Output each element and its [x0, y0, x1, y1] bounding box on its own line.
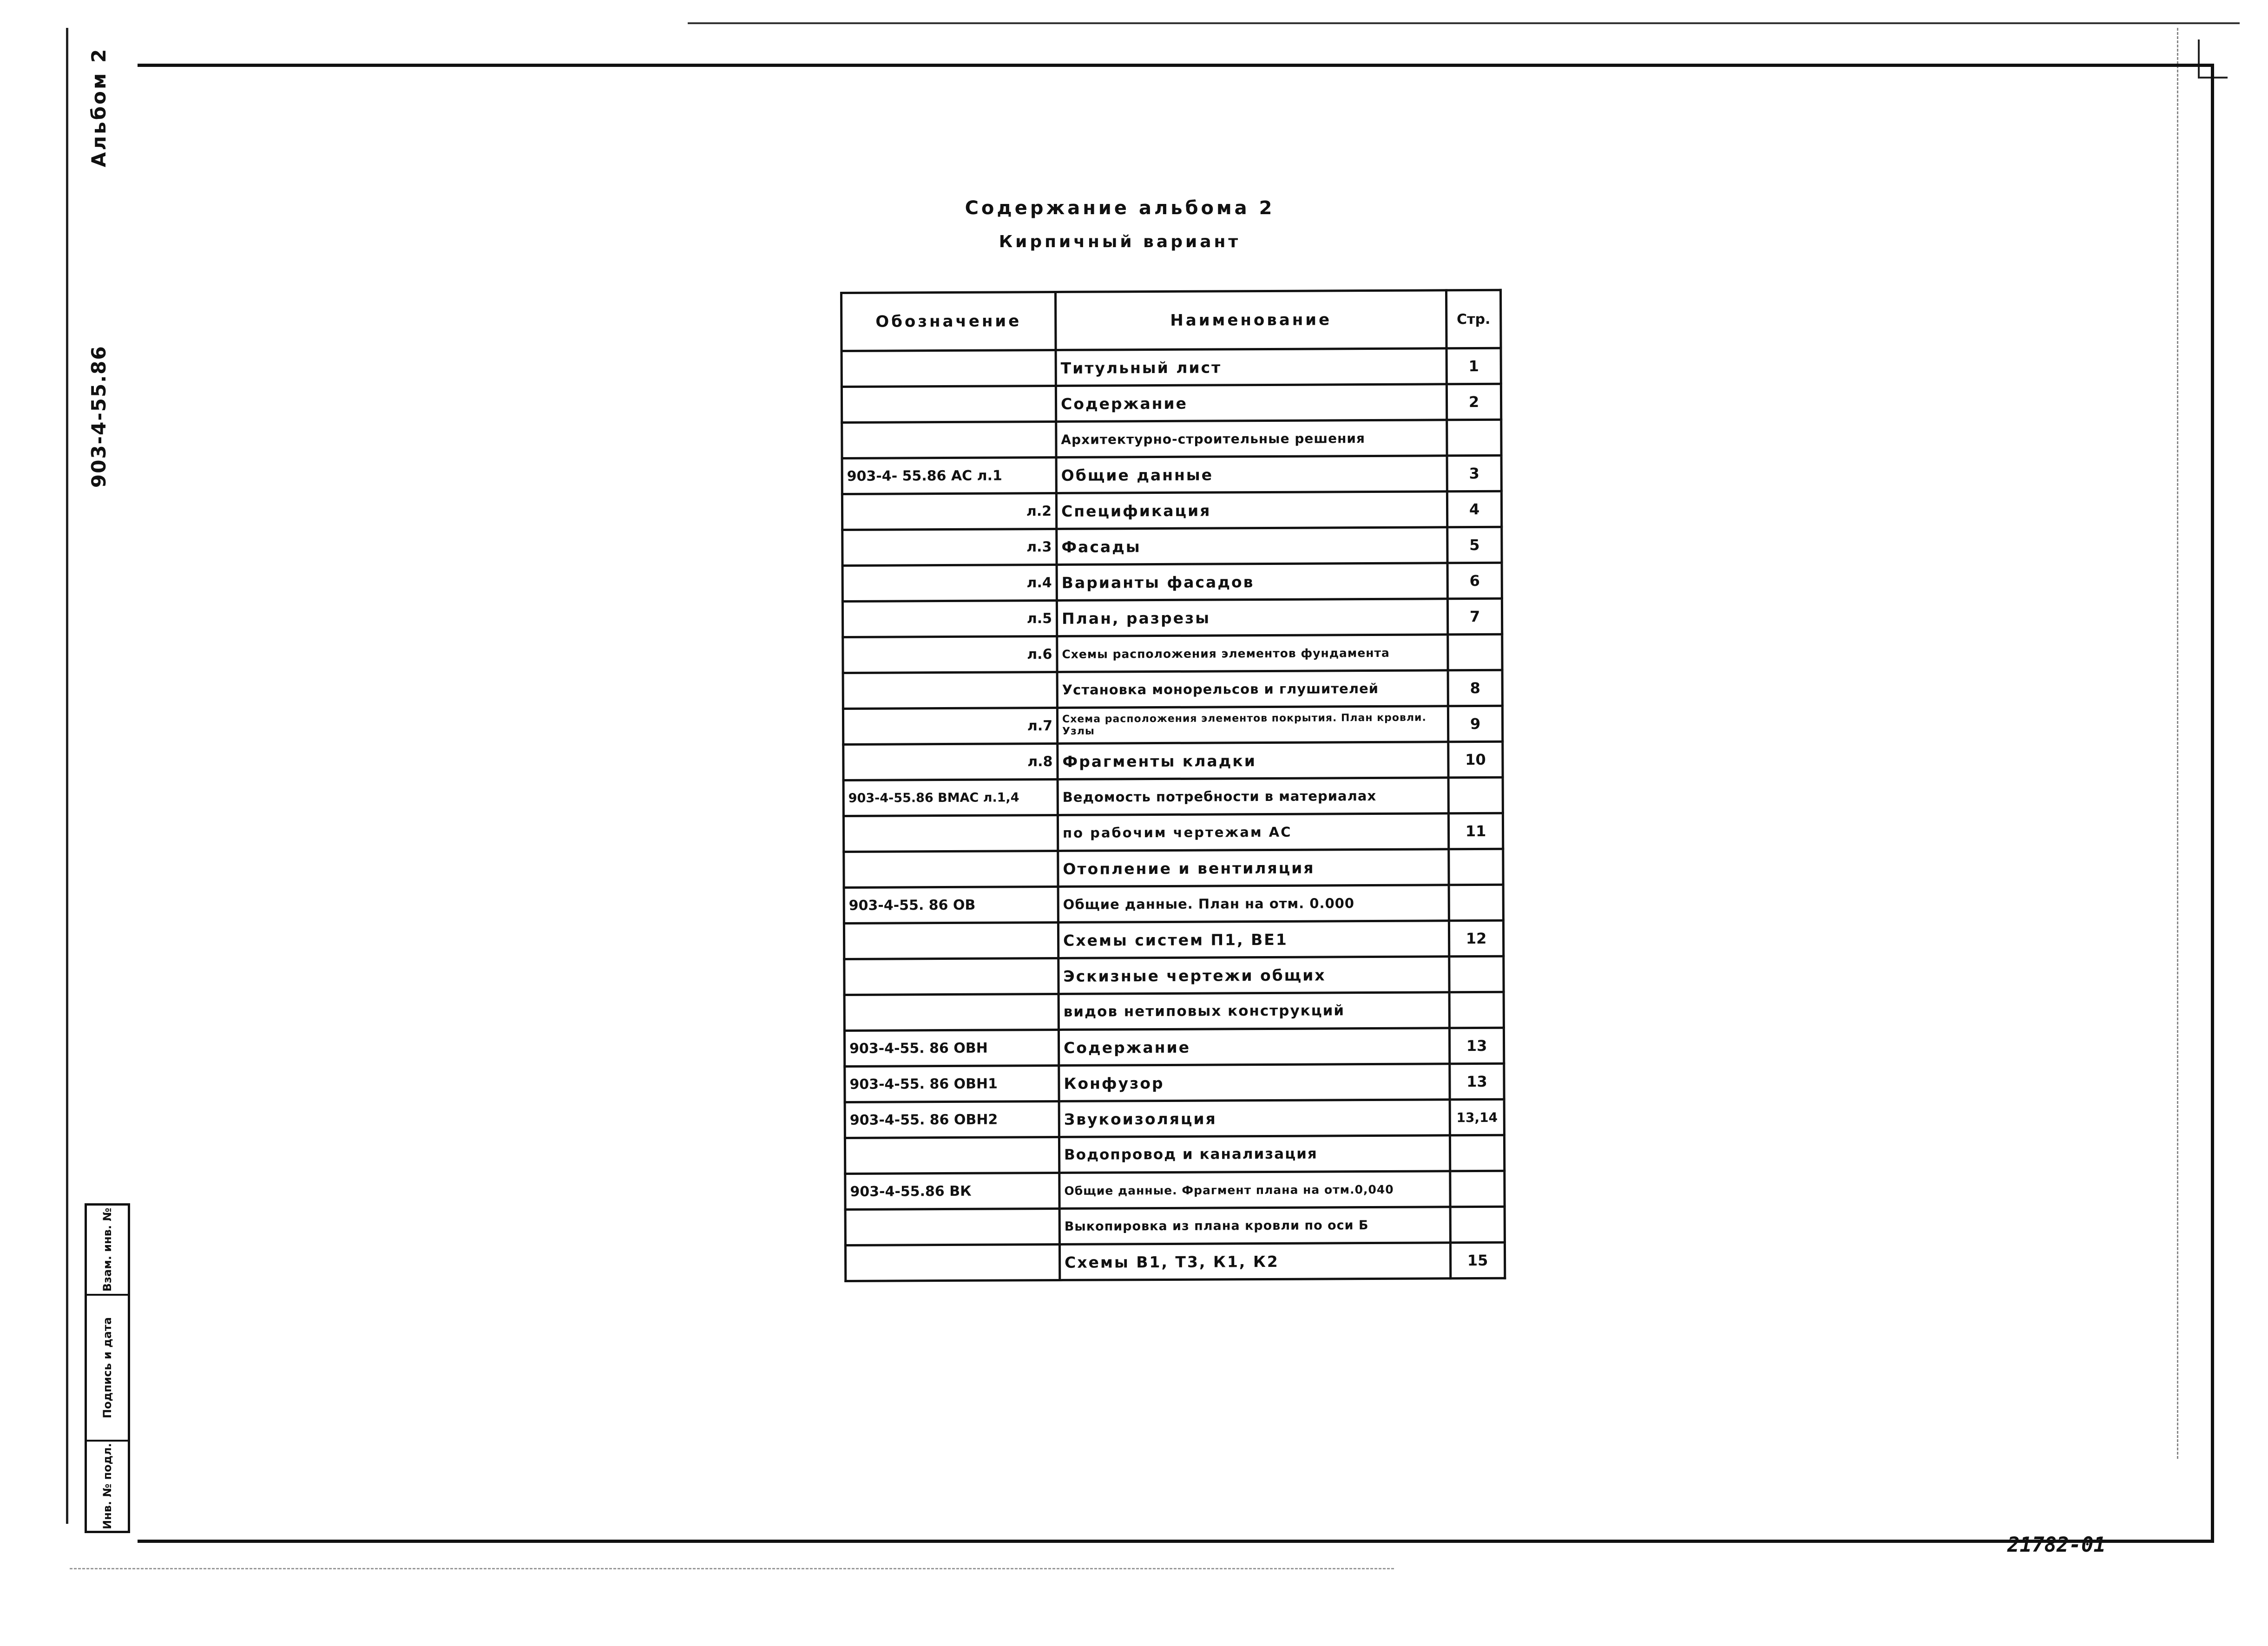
table-row — [843, 706, 1502, 744]
row-code: 903-4- 55.86 АС л.1 — [842, 457, 1056, 494]
row-page: 3 — [1447, 455, 1501, 492]
row-name: Содержание — [1058, 1028, 1449, 1066]
row-code: л.6 — [843, 636, 1057, 673]
table-row — [844, 1028, 1504, 1066]
row-code — [841, 350, 1056, 387]
row-name: Содержание — [1056, 384, 1446, 422]
table-row — [843, 670, 1502, 708]
row-code — [844, 851, 1058, 887]
drawing-number: 21782-01 — [2007, 1533, 2106, 1557]
table-row — [844, 920, 1503, 959]
row-code: 903-4-55. 86 ОВН — [844, 1030, 1058, 1066]
row-code: л.8 — [843, 743, 1058, 780]
row-name: Варианты фасадов — [1057, 563, 1447, 601]
row-name: Титульный лист — [1056, 348, 1446, 386]
row-code: л.2 — [842, 493, 1056, 530]
contents-subtitle: Кирпичный вариант — [999, 232, 1241, 251]
table-row — [841, 384, 1501, 422]
row-name: Общие данные — [1056, 456, 1447, 493]
row-code: 903-4-55. 86 ОВ — [844, 886, 1058, 923]
table-row — [844, 885, 1503, 923]
row-page — [1448, 634, 1502, 670]
row-code: 903-4-55.86 ВМАС л.1,4 — [843, 779, 1058, 816]
row-page: 13 — [1449, 1028, 1504, 1064]
row-code: 903-4-55.86 ВК — [845, 1173, 1059, 1209]
table-row — [845, 1242, 1505, 1281]
row-name: Отопление и вентиляция — [1058, 849, 1449, 887]
row-code: л.3 — [842, 529, 1057, 565]
table-row — [842, 455, 1501, 494]
row-page: 6 — [1447, 563, 1502, 599]
row-page: 1 — [1446, 348, 1501, 384]
row-page: 5 — [1447, 527, 1502, 563]
row-code: 903-4-55. 86 ОВН2 — [845, 1101, 1059, 1138]
row-name: Схемы систем П1, ВЕ1 — [1058, 921, 1449, 958]
row-page: 8 — [1448, 670, 1502, 706]
row-name: Спецификация — [1056, 492, 1447, 529]
row-page — [1450, 1135, 1504, 1171]
row-page: 10 — [1448, 741, 1503, 778]
header-name: Наименование — [1056, 290, 1447, 350]
header-page: Стр. — [1446, 290, 1501, 348]
row-name: Водопровод и канализация — [1059, 1135, 1450, 1173]
row-page: 13 — [1450, 1063, 1504, 1100]
row-page — [1449, 885, 1503, 921]
row-name: Схема расположения элементов покрытия. План кровли. Узлы — [1057, 706, 1448, 744]
row-page: 7 — [1447, 598, 1502, 635]
row-page — [1448, 777, 1503, 813]
row-code — [843, 815, 1058, 852]
row-page — [1450, 1207, 1505, 1243]
table-row — [844, 992, 1504, 1030]
row-name: Фрагменты кладки — [1058, 742, 1448, 780]
row-name: видов нетиповых конструкций — [1058, 992, 1449, 1030]
row-name: Выкопировка из плана кровли по оси Б — [1059, 1207, 1450, 1245]
row-page: 12 — [1449, 920, 1503, 957]
row-name: Установка монорельсов и глушителей — [1057, 670, 1448, 708]
row-code — [845, 1208, 1059, 1245]
stamp-sign-date-cell — [87, 1296, 128, 1442]
row-code — [844, 994, 1058, 1030]
table-row — [844, 849, 1503, 887]
outer-frame-top-line — [688, 22, 2240, 24]
table-row — [842, 491, 1501, 530]
contents-title: Содержание альбома 2 — [965, 197, 1275, 219]
row-code — [845, 1137, 1059, 1174]
table-row — [842, 420, 1501, 458]
row-name: Звукоизоляция — [1059, 1100, 1450, 1137]
row-page: 2 — [1446, 384, 1501, 420]
header-designation: Обозначение — [841, 292, 1056, 351]
row-code — [841, 386, 1056, 422]
table-row — [841, 348, 1501, 387]
table-row — [843, 741, 1503, 780]
stamp-inv-no-cell — [87, 1442, 128, 1531]
side-album-label: Альбом 2 — [87, 47, 110, 167]
row-name: Схемы В1, Т3, К1, К2 — [1059, 1243, 1450, 1280]
outer-frame-left-line — [66, 28, 68, 1524]
row-code: 903-4-55. 86 ОВН1 — [845, 1065, 1059, 1102]
row-page — [1450, 1171, 1505, 1207]
cut-line-bottom — [70, 1568, 1394, 1569]
row-page — [1449, 956, 1504, 992]
stamp-inv-no: Инв. № подл. — [101, 1443, 114, 1529]
row-page — [1449, 849, 1503, 885]
table-header-row — [841, 290, 1501, 351]
stamp-replace-inv: Взам. инв. № — [101, 1207, 114, 1292]
row-name: Фасады — [1057, 527, 1447, 565]
table-row — [843, 634, 1502, 673]
row-page: 13,14 — [1450, 1099, 1504, 1135]
table-row — [842, 598, 1502, 637]
table-row — [842, 527, 1502, 565]
contents-table — [840, 289, 1506, 1282]
row-code: л.7 — [843, 708, 1057, 744]
row-name: Конфузор — [1059, 1064, 1450, 1102]
table-row — [845, 1099, 1504, 1138]
row-page: 9 — [1448, 706, 1502, 742]
row-code — [844, 958, 1058, 995]
row-page — [1447, 420, 1501, 456]
row-code — [844, 922, 1058, 959]
row-code: л.5 — [842, 600, 1057, 637]
table-row — [845, 1135, 1504, 1174]
table-row — [845, 1171, 1505, 1209]
row-name: Общие данные. План на отм. 0.000 — [1058, 885, 1449, 923]
table-row — [845, 1207, 1505, 1245]
stamp-sign-date: Подпись и дата — [101, 1317, 114, 1418]
table-row — [842, 563, 1502, 601]
row-code — [845, 1244, 1059, 1281]
row-page: 11 — [1448, 813, 1503, 849]
row-name: План, разрезы — [1057, 599, 1447, 636]
stamp-replace-inv-cell — [87, 1206, 128, 1296]
row-name: Ведомость потребности в материалах — [1058, 778, 1448, 815]
row-page — [1449, 992, 1504, 1028]
side-sheet-code: 903-4-55.86 — [87, 345, 110, 488]
row-name: Эскизные чертежи общих — [1058, 957, 1449, 994]
row-code — [843, 672, 1057, 708]
table-row — [843, 813, 1503, 852]
row-code: л.4 — [842, 564, 1057, 601]
row-code — [842, 421, 1056, 458]
stamp-block — [85, 1203, 130, 1533]
table-row — [845, 1063, 1504, 1102]
row-name: Общие данные. Фрагмент плана на отм.0,040 — [1059, 1171, 1450, 1209]
row-page: 4 — [1447, 491, 1501, 527]
row-name: Архитектурно-строительные решения — [1056, 420, 1447, 458]
row-page: 15 — [1450, 1242, 1505, 1279]
table-row — [843, 777, 1503, 816]
row-name: Схемы расположения элементов фундамента — [1057, 635, 1448, 672]
table-row — [844, 956, 1504, 995]
row-name: по рабочим чертежам АС — [1058, 813, 1448, 851]
